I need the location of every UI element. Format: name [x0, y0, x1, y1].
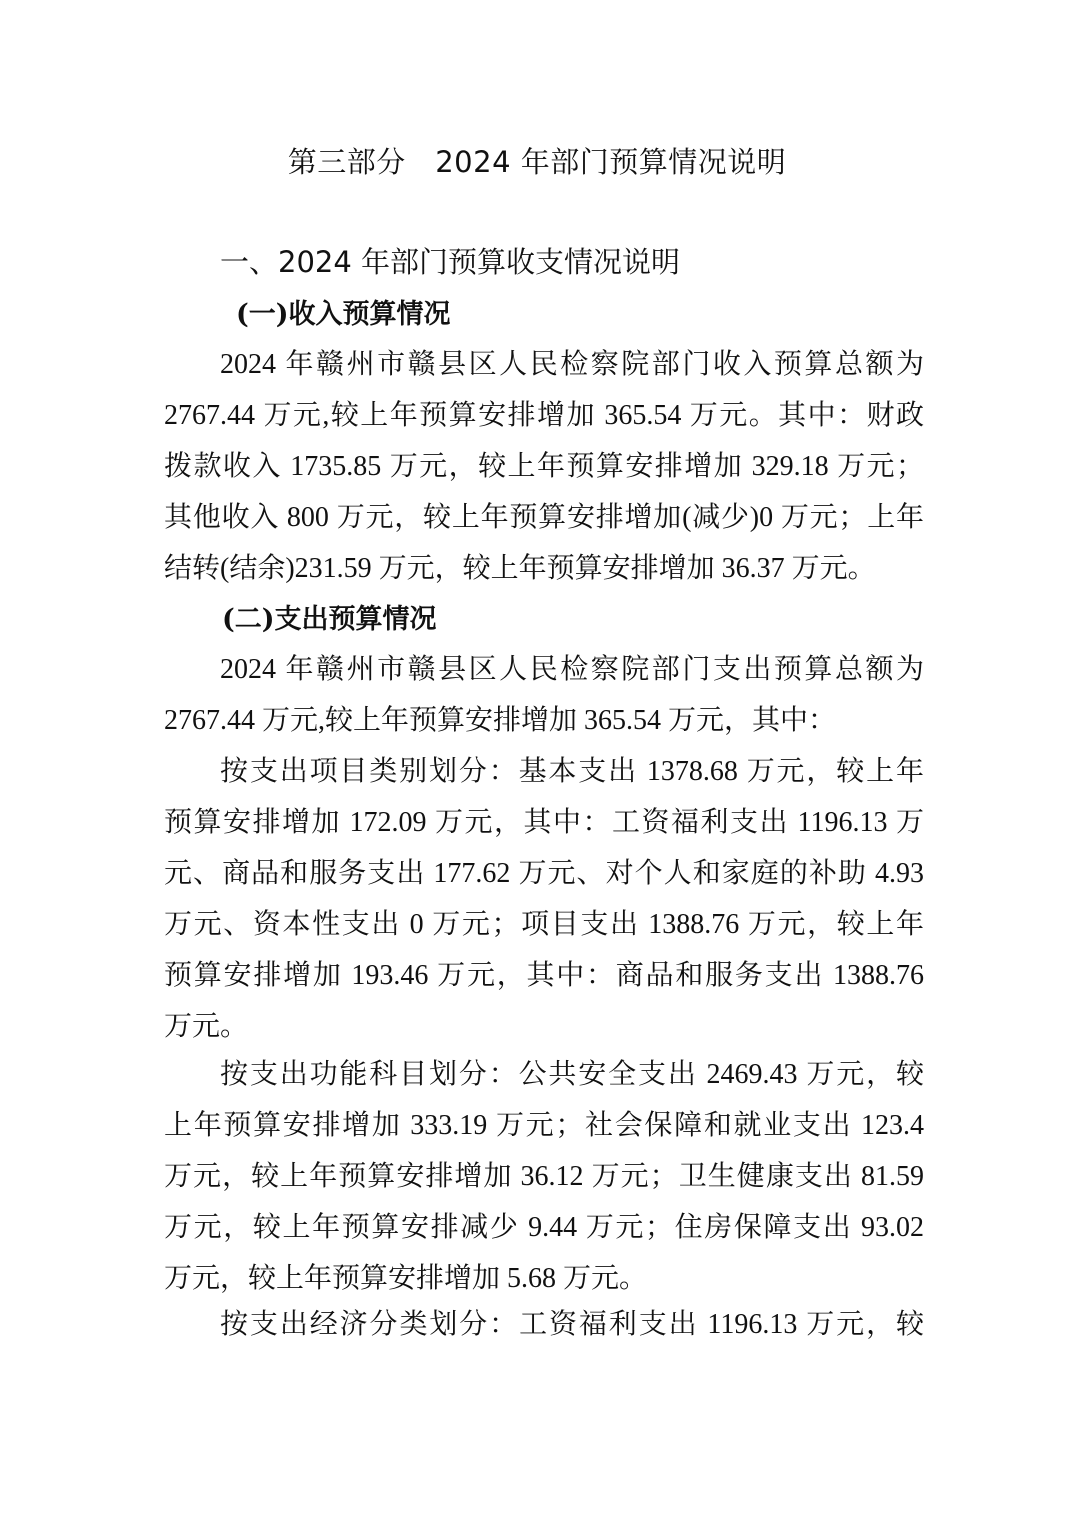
- page-title: 第三部分 2024 年部门预算情况说明: [287, 145, 787, 179]
- text-line: 2767.44 万元,较上年预算安排增加 365.54 万元。其中：财政: [164, 400, 924, 431]
- section-heading-budget-overview: 一、2024 年部门预算收支情况说明: [220, 245, 681, 279]
- text-line: 拨款收入 1735.85 万元，较上年预算安排增加 329.18 万元；: [164, 451, 924, 482]
- income-paragraph: [164, 339, 924, 594]
- subsection-heading-income: (一)收入预算情况: [236, 299, 451, 330]
- subsection-heading-expense: (二)支出预算情况: [222, 604, 437, 635]
- text-line: 按支出项目类别划分：基本支出 1378.68 万元，较上年: [220, 756, 924, 787]
- project-category-paragraph: [164, 746, 924, 1052]
- text-line: 预算安排增加 193.46 万元，其中：商品和服务支出 1388.76: [164, 960, 924, 991]
- text-line: 2024 年赣州市赣县区人民检察院部门收入预算总额为: [220, 349, 924, 380]
- text-line: 元、商品和服务支出 177.62 万元、对个人和家庭的补助 4.93: [164, 858, 924, 889]
- text-line: 按支出经济分类划分：工资福利支出 1196.13 万元，较: [220, 1309, 924, 1340]
- text-line: 万元，较上年预算安排减少 9.44 万元；住房保障支出 93.02: [164, 1212, 924, 1243]
- text-line: 按支出功能科目划分：公共安全支出 2469.43 万元，较: [220, 1059, 924, 1090]
- text-line: 上年预算安排增加 333.19 万元；社会保障和就业支出 123.4: [164, 1110, 924, 1141]
- economic-paragraph: [164, 1299, 924, 1350]
- text-line: 万元、资本性支出 0 万元；项目支出 1388.76 万元，较上年: [164, 909, 924, 940]
- text-line: 2767.44 万元,较上年预算安排增加 365.54 万元，其中：: [164, 705, 837, 736]
- text-line: 结转(结余)231.59 万元，较上年预算安排增加 36.37 万元。: [164, 553, 876, 584]
- text-line: 万元，较上年预算安排增加 5.68 万元。: [164, 1263, 648, 1294]
- text-line: 万元，较上年预算安排增加 36.12 万元；卫生健康支出 81.59: [164, 1161, 924, 1192]
- expense-paragraph: [164, 644, 924, 746]
- text-line: 万元。: [164, 1011, 249, 1042]
- text-line: 2024 年赣州市赣县区人民检察院部门支出预算总额为: [220, 654, 924, 685]
- function-paragraph: [164, 1049, 924, 1304]
- text-line: 预算安排增加 172.09 万元，其中：工资福利支出 1196.13 万: [164, 807, 924, 838]
- text-line: 其他收入 800 万元，较上年预算安排增加(减少)0 万元；上年: [164, 502, 924, 533]
